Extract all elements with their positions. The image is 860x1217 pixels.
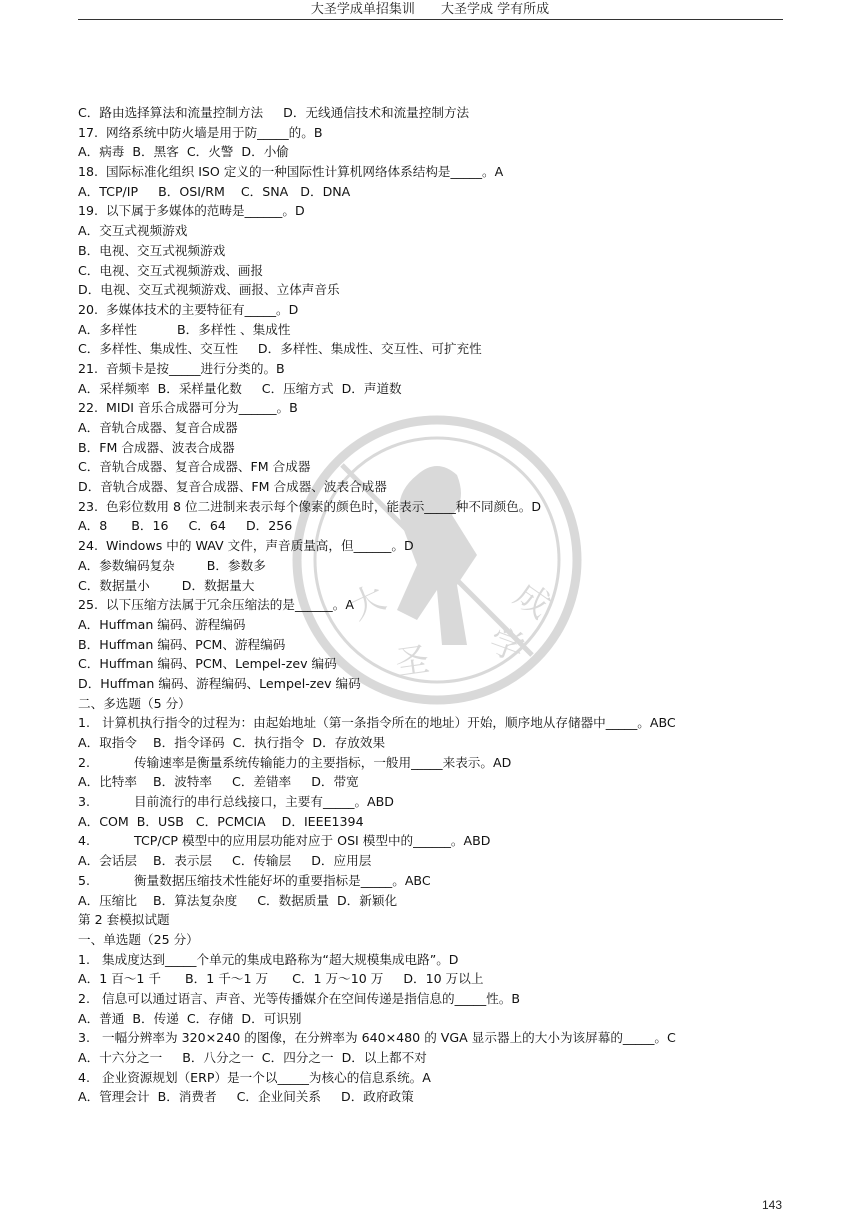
text-line: A．8 B．16 C．64 D．256 (78, 518, 293, 534)
text-line: 23. 色彩位数用 8 位二进制来表示每个像素的颜色时，能表示_____种不同颜色。D (78, 498, 542, 514)
text-line: D．Huffman 编码、游程编码、Lempel-zev 编码 (78, 675, 361, 691)
text-line: A．参数编码复杂 B．参数多 (78, 557, 266, 573)
text-line: A．TCP/IP B．OSI/RM C．SNA D．DNA (78, 183, 351, 199)
text-line: 第 2 套模拟试题 (78, 912, 170, 928)
text-line: A．十六分之一 B．八分之一 C．四分之一 D．以上都不对 (78, 1050, 427, 1065)
watermark-char-3: 学 (483, 620, 530, 671)
text-line: 17. 网络系统中防火墙是用于防_____的。B (78, 124, 323, 140)
page-header (0, 0, 860, 18)
header-divider (78, 19, 783, 20)
text-line: A．音轨合成器、复音合成器 (78, 420, 238, 435)
text-line: 2. 信息可以通过语言、声音、光等传播媒介在空间传递是指信息的_____性。B (78, 990, 520, 1006)
text-line: 1. 计算机执行指令的过程为：由起始地址（第一条指令所在的地址）开始，顺序地从存储器中_____。ABC (78, 715, 676, 731)
watermark-char-2: 圣 (392, 639, 432, 684)
text-line: 18. 国际标准化组织 ISO 定义的一种国际性计算机网络体系结构是_____。A (78, 164, 504, 180)
text-line: 二、多选题（5 分） (78, 695, 191, 711)
watermark-char-1: 大 (343, 577, 392, 629)
text-line: D．电视、交互式视频游戏、画报、立体声音乐 (78, 282, 340, 298)
text-line: 3. 一幅分辨率为 320×240 的图像，在分辨率为 640×480 的 VGA 显示器上的大小为该屏幕的_____。C (78, 1030, 676, 1046)
text-line: A．1 百～1 千 B．1 千～1 万 C．1 万～10 万 D．10 万以上 (78, 971, 484, 987)
text-line: C．Huffman 编码、PCM、Lempel-zev 编码 (78, 656, 337, 672)
text-line: A．压缩比 B．算法复杂度 C．数据质量 D．新颖化 (78, 892, 398, 908)
text-line: A．比特率 B．波特率 C．差错率 D．带宽 (78, 774, 359, 790)
text-line: A．普通 B．传递 C．存储 D．可识别 (78, 1010, 302, 1026)
text-line: A．COM B．USB C．PCMCIA D．IEEE1394 (78, 813, 364, 829)
text-line: A．采样频率 B．采样量化数 C．压缩方式 D．声道数 (78, 380, 402, 396)
text-line: A．交互式视频游戏 (78, 223, 188, 239)
text-line: C．路由选择算法和流量控制方法 D．无线通信技术和流量控制方法 (78, 105, 470, 120)
page-number: 143 (761, 1198, 782, 1212)
text-line: A．管理会计 B．消费者 C．企业间关系 D．政府政策 (78, 1089, 414, 1105)
text-line: 19. 以下属于多媒体的范畴是______。D (78, 203, 305, 219)
header-school-name: 大圣学成单招集训 (310, 2, 415, 17)
text-line: 5. 衡量数据压缩技术性能好坏的重要指标是_____。ABC (78, 872, 431, 888)
text-line: 一、单选题（25 分） (78, 931, 199, 947)
text-line: C．电视、交互式视频游戏、画报 (78, 262, 264, 278)
text-line: 2. 传输速率是衡量系统传输能力的主要指标，一般用_____来表示。AD (78, 754, 512, 770)
text-line: 25. 以下压缩方法属于冗余压缩法的是______。A (78, 597, 354, 613)
text-line: B．电视、交互式视频游戏 (78, 242, 226, 258)
text-line: 22. MIDI 音乐合成器可分为______。B (78, 400, 298, 416)
text-line: D．音轨合成器、复音合成器、FM 合成器、波表合成器 (78, 479, 387, 495)
exam-content (78, 103, 783, 1107)
text-line: 1. 集成度达到_____个单元的集成电路称为“超大规模集成电路”。D (78, 951, 459, 967)
text-line: 4. TCP/CP 模型中的应用层功能对应于 OSI 模型中的______。ABD (78, 833, 491, 849)
text-line: C．多样性、集成性、交互性 D．多样性、集成性、交互性、可扩充性 (78, 341, 482, 357)
watermark-char-4: 成 (506, 574, 558, 627)
text-line: A．会话层 B．表示层 C．传输层 D．应用层 (78, 853, 372, 869)
text-line: 4. 企业资源规划（ERP）是一个以_____为核心的信息系统。A (78, 1069, 431, 1085)
text-line: 24. Windows 中的 WAV 文件，声音质量高，但______。D (78, 538, 414, 554)
text-line: 3. 目前流行的串行总线接口，主要有_____。ABD (78, 794, 394, 810)
text-line: C．音轨合成器、复音合成器、FM 合成器 (78, 459, 311, 475)
header-slogan: 大圣学成 学有所成 (441, 2, 550, 17)
text-line: 20. 多媒体技术的主要特征有_____。D (78, 301, 299, 317)
text-line: 21. 音频卡是按_____进行分类的。B (78, 360, 285, 376)
text-line: A．多样性 B．多样性 、集成性 (78, 321, 291, 337)
text-line: B．Huffman 编码、PCM、游程编码 (78, 636, 286, 652)
text-line: A．取指令 B．指令译码 C．执行指令 D．存放效果 (78, 735, 386, 750)
text-line: B．FM 合成器、波表合成器 (78, 439, 235, 455)
text-line: A．病毒 B．黑客 C．火警 D．小偷 (78, 144, 289, 160)
text-line: C．数据量小 D．数据量大 (78, 577, 255, 593)
text-line: A．Huffman 编码、游程编码 (78, 616, 246, 632)
